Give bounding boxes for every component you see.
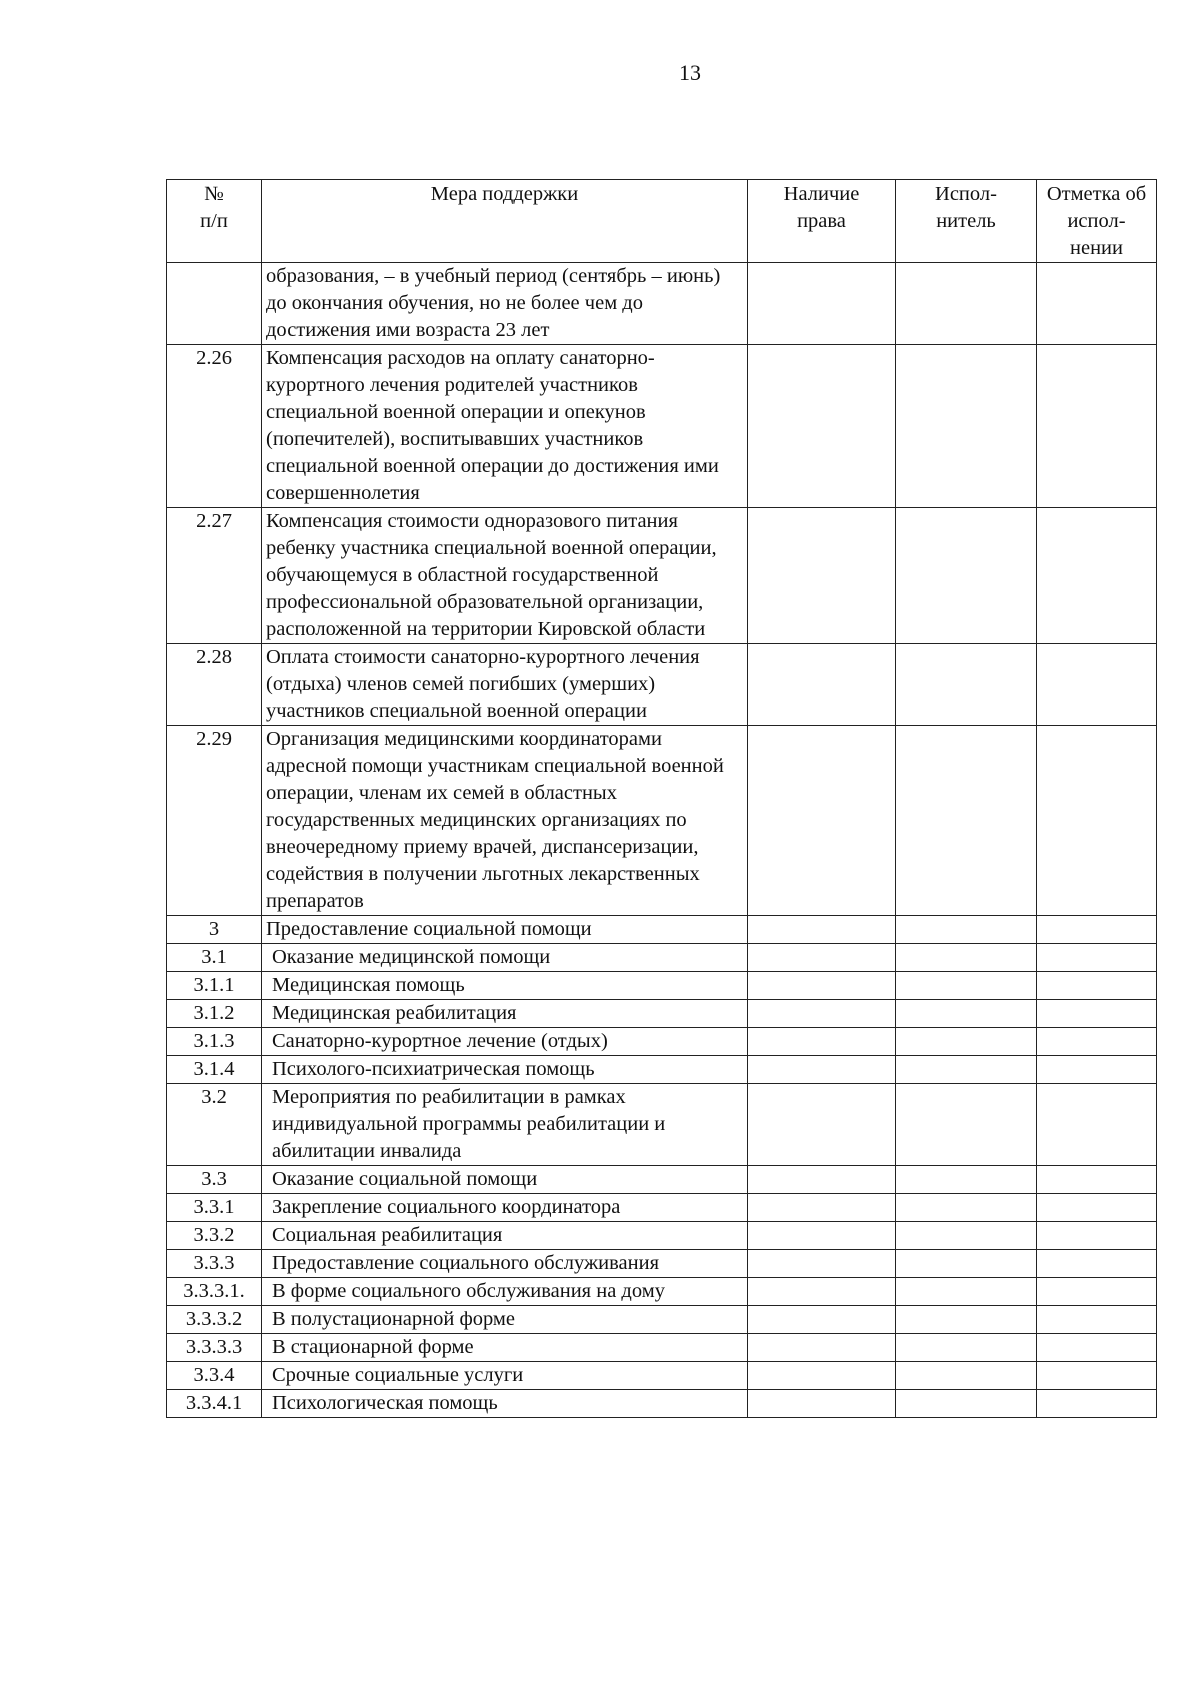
table-row: [167, 726, 1157, 916]
header-num-line-2: п/п: [200, 210, 228, 232]
row-mark-cell: [1037, 944, 1157, 972]
row-mark-cell: [1037, 1028, 1157, 1056]
row-right-cell: [748, 644, 896, 726]
row-executor-cell: [896, 1250, 1037, 1278]
row-number: 3: [167, 916, 262, 944]
row-right-cell: [748, 1166, 896, 1194]
row-executor-cell: [896, 972, 1037, 1000]
row-right-cell: [748, 1084, 896, 1166]
row-right-cell: [748, 1028, 896, 1056]
row-executor-cell: [896, 1334, 1037, 1362]
header-mark-line-1: Отметка об: [1046, 183, 1147, 205]
row-mark-cell: [1037, 1194, 1157, 1222]
row-number: 2.29: [167, 726, 262, 916]
row-right-cell: [748, 1306, 896, 1334]
row-executor-cell: [896, 1222, 1037, 1250]
table-row: [167, 1390, 1157, 1418]
table-row: [167, 1028, 1157, 1056]
row-measure: образования, – в учебный период (сентябрь – июнь) до окончания обучения, но не более чем до достижения ими возраста 23 лет: [262, 263, 748, 345]
row-number: 2.26: [167, 345, 262, 508]
header-measure: Мера поддержки: [262, 180, 748, 263]
row-measure: Закрепление социального координатора: [262, 1194, 748, 1222]
row-executor-cell: [896, 944, 1037, 972]
row-right-cell: [748, 1056, 896, 1084]
page-number: 13: [679, 60, 701, 85]
row-right-cell: [748, 1334, 896, 1362]
row-right-cell: [748, 1222, 896, 1250]
table-row: [167, 1222, 1157, 1250]
row-right-cell: [748, 916, 896, 944]
header-right-line-2: права: [797, 210, 846, 232]
header-right: [748, 180, 896, 263]
row-number: 3.1.2: [167, 1000, 262, 1028]
row-mark-cell: [1037, 1166, 1157, 1194]
row-measure: Организация медицинскими координаторами адресной помощи участникам специальной военной операции, членам их семей в областных государственных медицинских организациях по внеочередному приему врачей, диспансеризации, содействия в получении льготных лекарственных препаратов: [262, 726, 748, 916]
row-measure: Медицинская помощь: [262, 972, 748, 1000]
header-mark-line-3: нении: [1070, 237, 1123, 259]
row-measure: В форме социального обслуживания на дому: [262, 1278, 748, 1306]
row-measure: Предоставление социального обслуживания: [262, 1250, 748, 1278]
table-row: [167, 1306, 1157, 1334]
row-mark-cell: [1037, 1056, 1157, 1084]
table-row: [167, 1278, 1157, 1306]
row-mark-cell: [1037, 726, 1157, 916]
row-mark-cell: [1037, 1390, 1157, 1418]
table-row: [167, 263, 1157, 345]
row-executor-cell: [896, 1194, 1037, 1222]
row-number: 3.1.1: [167, 972, 262, 1000]
table-row: [167, 1000, 1157, 1028]
row-measure: Психолого-психиатрическая помощь: [262, 1056, 748, 1084]
row-number: [167, 263, 262, 345]
row-mark-cell: [1037, 508, 1157, 644]
row-executor-cell: [896, 1028, 1037, 1056]
row-mark-cell: [1037, 644, 1157, 726]
row-measure: Социальная реабилитация: [262, 1222, 748, 1250]
table-row: [167, 1056, 1157, 1084]
header-mark-line-2: испол-: [1067, 210, 1126, 232]
row-number: 3.3.2: [167, 1222, 262, 1250]
row-right-cell: [748, 1390, 896, 1418]
row-mark-cell: [1037, 1306, 1157, 1334]
table-row: [167, 1194, 1157, 1222]
row-mark-cell: [1037, 1278, 1157, 1306]
row-executor-cell: [896, 726, 1037, 916]
table-row: [167, 1334, 1157, 1362]
table-row: [167, 644, 1157, 726]
row-executor-cell: [896, 345, 1037, 508]
row-number: 3.3.4: [167, 1362, 262, 1390]
row-mark-cell: [1037, 916, 1157, 944]
header-right-line-1: Наличие: [783, 183, 860, 205]
header-executor: [896, 180, 1037, 263]
table-row: [167, 916, 1157, 944]
row-executor-cell: [896, 1166, 1037, 1194]
header-executor-line-1: Испол-: [935, 183, 997, 205]
row-number: 3.1.4: [167, 1056, 262, 1084]
row-mark-cell: [1037, 345, 1157, 508]
row-number: 3.3.3.2: [167, 1306, 262, 1334]
header-mark: [1037, 180, 1157, 263]
table-row: [167, 944, 1157, 972]
row-number: 2.27: [167, 508, 262, 644]
row-measure: Санаторно-курортное лечение (отдых): [262, 1028, 748, 1056]
row-right-cell: [748, 972, 896, 1000]
table-row: [167, 1362, 1157, 1390]
row-mark-cell: [1037, 1250, 1157, 1278]
row-number: 2.28: [167, 644, 262, 726]
row-measure: Компенсация стоимости одноразового питания ребенку участника специальной военной операции, обучающемуся в областной государственной профессиональной образовательной организации, расположенной на территории Кировской области: [262, 508, 748, 644]
row-executor-cell: [896, 1278, 1037, 1306]
row-measure: Срочные социальные услуги: [262, 1362, 748, 1390]
row-number: 3.3.1: [167, 1194, 262, 1222]
table-header-row: [167, 180, 1157, 263]
row-mark-cell: [1037, 1000, 1157, 1028]
row-right-cell: [748, 345, 896, 508]
row-executor-cell: [896, 1056, 1037, 1084]
row-mark-cell: [1037, 972, 1157, 1000]
row-measure: Оплата стоимости санаторно-курортного лечения (отдыха) членов семей погибших (умерших) участников специальной военной операции: [262, 644, 748, 726]
row-executor-cell: [896, 263, 1037, 345]
row-right-cell: [748, 263, 896, 345]
row-measure: Мероприятия по реабилитации в рамках индивидуальной программы реабилитации и абилитации инвалида: [262, 1084, 748, 1166]
row-executor-cell: [896, 1362, 1037, 1390]
row-executor-cell: [896, 508, 1037, 644]
row-right-cell: [748, 1000, 896, 1028]
row-mark-cell: [1037, 1084, 1157, 1166]
header-executor-line-2: нитель: [936, 210, 996, 232]
row-measure: Оказание социальной помощи: [262, 1166, 748, 1194]
row-measure: В полустационарной форме: [262, 1306, 748, 1334]
row-right-cell: [748, 726, 896, 916]
row-executor-cell: [896, 916, 1037, 944]
row-number: 3.1: [167, 944, 262, 972]
header-num-line-1: №: [204, 183, 224, 205]
row-right-cell: [748, 1362, 896, 1390]
row-mark-cell: [1037, 1362, 1157, 1390]
row-executor-cell: [896, 1390, 1037, 1418]
header-num: [167, 180, 262, 263]
row-executor-cell: [896, 1084, 1037, 1166]
row-measure: Предоставление социальной помощи: [262, 916, 748, 944]
row-executor-cell: [896, 1306, 1037, 1334]
row-number: 3.2: [167, 1084, 262, 1166]
row-right-cell: [748, 1194, 896, 1222]
row-mark-cell: [1037, 1222, 1157, 1250]
row-right-cell: [748, 1250, 896, 1278]
row-measure: Компенсация расходов на оплату санаторно-курортного лечения родителей участников специальной военной операции и опекунов (попечителей), воспитывавших участников специальной военной операции до достижения ими совершеннолетия: [262, 345, 748, 508]
row-measure: Медицинская реабилитация: [262, 1000, 748, 1028]
row-right-cell: [748, 944, 896, 972]
row-number: 3.3.3.1.: [167, 1278, 262, 1306]
table-row: [167, 345, 1157, 508]
row-right-cell: [748, 508, 896, 644]
table-row: [167, 1250, 1157, 1278]
row-measure: В стационарной форме: [262, 1334, 748, 1362]
row-number: 3.3.3: [167, 1250, 262, 1278]
row-mark-cell: [1037, 263, 1157, 345]
row-mark-cell: [1037, 1334, 1157, 1362]
row-right-cell: [748, 1278, 896, 1306]
table-row: [167, 1084, 1157, 1166]
row-executor-cell: [896, 1000, 1037, 1028]
row-executor-cell: [896, 644, 1037, 726]
row-number: 3.3.3.3: [167, 1334, 262, 1362]
row-number: 3.1.3: [167, 1028, 262, 1056]
support-measures-table: [166, 179, 1157, 1418]
table-row: [167, 972, 1157, 1000]
table-row: [167, 508, 1157, 644]
row-measure: Психологическая помощь: [262, 1390, 748, 1418]
row-number: 3.3: [167, 1166, 262, 1194]
table-row: [167, 1166, 1157, 1194]
row-number: 3.3.4.1: [167, 1390, 262, 1418]
row-measure: Оказание медицинской помощи: [262, 944, 748, 972]
